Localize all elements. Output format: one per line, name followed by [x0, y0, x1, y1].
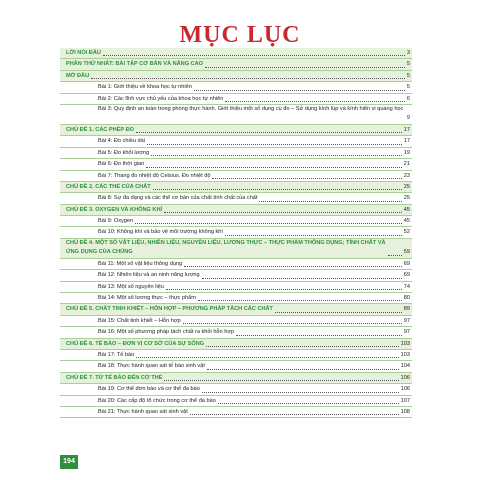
toc-entry-title: Bài 16: Một số phương pháp tách chất ra khỏi hỗn hợp — [98, 329, 235, 336]
toc-chapter-entry — [60, 373, 412, 384]
toc-entry-title: Bài 18: Thực hành quan sát tế bào sinh vật — [98, 363, 205, 370]
toc-leader-dots — [136, 132, 402, 133]
toc-leader-dots — [136, 357, 398, 358]
toc-lesson-entry — [60, 94, 412, 105]
page-title: MỤC LỤC — [179, 22, 301, 48]
toc-leader-dots — [153, 189, 402, 190]
toc-entry-page: 25 — [403, 183, 410, 190]
toc-entry-title: Bài 20: Các cấp độ tổ chức trong cơ thể đa bào — [98, 397, 216, 404]
toc-leader-dots — [135, 223, 402, 224]
toc-entry-title: Bài 6: Đo thời gian — [98, 161, 145, 168]
toc-lesson-entry — [60, 316, 412, 327]
toc-lesson-entry — [60, 259, 412, 270]
toc-leader-dots — [103, 55, 405, 56]
toc-leader-dots — [205, 67, 405, 68]
toc-entry-page: 69 — [403, 260, 410, 267]
toc-leader-dots — [202, 278, 402, 279]
toc-entry-page: 5 — [406, 84, 410, 91]
toc-entry-title: Bài 19: Cơ thể đơn bào và cơ thể đa bào — [98, 386, 200, 393]
toc-entry-page: 97 — [403, 317, 410, 324]
toc-chapter-entry — [60, 239, 412, 259]
page-number: 194 — [60, 455, 78, 469]
toc-leader-dots — [207, 369, 399, 370]
toc-entry-title: CHỦ ĐỀ 1. CÁC PHÉP ĐO — [66, 126, 134, 133]
toc-lesson-entry — [60, 82, 412, 93]
toc-entry-page: 45 — [403, 218, 410, 225]
toc-entry-title: CHỦ ĐỀ 3. OXYGEN VÀ KHÔNG KHÍ — [66, 206, 163, 213]
toc-leader-dots — [198, 300, 402, 301]
toc-leader-dots — [164, 212, 402, 213]
toc-entry-title: Bài 13: Một số nguyên liệu — [98, 283, 164, 290]
toc-entry-page: 5 — [406, 72, 410, 79]
toc-entry-title: Bài 8: Sự đa dạng và các thể cơ bản của chất tính chất của chất — [98, 195, 258, 202]
toc-lesson-entry — [60, 193, 412, 204]
toc-entry-page: 5 — [406, 61, 410, 68]
toc-lesson-entry — [60, 327, 412, 338]
toc-entry-page: 103 — [400, 340, 410, 347]
toc-entry-title: Bài 4: Đo chiều dài — [98, 138, 145, 145]
toc-leader-dots — [259, 201, 401, 202]
toc-leader-dots — [190, 414, 399, 415]
toc-entry-title: CHỦ ĐỀ 2. CÁC THỂ CỦA CHẤT — [66, 183, 151, 190]
toc-lesson-entry — [60, 396, 412, 407]
toc-entry-page: 21 — [403, 161, 410, 168]
toc-entry-title: Bài 14: Một số lương thực – thực phẩm — [98, 295, 196, 302]
toc-entry-title: Bài 21: Thực hành quan sát sinh vật — [98, 408, 188, 415]
toc-chapter-entry — [60, 205, 412, 216]
toc-entry-title: Bài 2: Các lĩnh vực chủ yếu của khoa học tự nhiên — [98, 95, 224, 102]
toc-entry-page: 23 — [403, 172, 410, 179]
toc-entry-page: 59 — [403, 248, 410, 255]
toc-chapter-entry — [60, 125, 412, 136]
toc-leader-dots — [183, 323, 402, 324]
toc-entry-title: LỜI NÓI ĐẦU — [66, 50, 101, 56]
toc-entry-page: 17 — [403, 138, 410, 145]
toc-lesson-entry — [60, 361, 412, 372]
toc-leader-dots — [184, 266, 402, 267]
toc-entry-page: 69 — [403, 272, 410, 279]
toc-entry-page: 107 — [400, 397, 410, 404]
toc-lesson-entry — [60, 159, 412, 170]
toc-leader-dots — [225, 101, 405, 102]
toc-leader-dots — [236, 335, 402, 336]
toc-lesson-entry — [60, 293, 412, 304]
toc-leader-dots — [275, 312, 402, 313]
toc-entry-page: 19 — [403, 149, 410, 156]
toc-entry-page: 106 — [400, 386, 410, 393]
toc-entry-page: 80 — [403, 295, 410, 302]
toc-entry-page: 45 — [403, 206, 410, 213]
toc-lesson-entry — [60, 148, 412, 159]
toc-entry-page: 9 — [406, 114, 410, 121]
toc-entry-title: Bài 3: Quy định an toàn trong phòng thực hành. Giới thiệu một số dụng cụ đo – Sử dụng kính lúp và kính hiển vi quang học — [98, 105, 404, 112]
toc-leader-dots — [202, 392, 399, 393]
toc-leader-dots — [146, 167, 401, 168]
toc-leader-dots — [206, 346, 399, 347]
toc-entry-title: Bài 17: Tế bào — [98, 351, 135, 358]
toc-lesson-entry — [60, 282, 412, 293]
toc-entry-title: CHỦ ĐỀ 5. CHẤT TINH KHIẾT – HỖN HỢP – PHƯƠNG PHÁP TÁCH CÁC CHẤT — [66, 306, 273, 313]
toc-leader-dots — [388, 255, 402, 256]
toc-entry-page: 104 — [400, 363, 410, 370]
toc-leader-dots — [194, 90, 405, 91]
toc-entry-title: Bài 12: Nhiên liệu và an ninh năng lượng — [98, 272, 200, 279]
toc-leader-dots — [147, 144, 402, 145]
toc-chapter-entry — [60, 71, 412, 82]
toc-entry-page: 89 — [403, 306, 410, 313]
toc-entry-title: Bài 15: Chất tinh khiết – Hỗn hợp — [98, 317, 181, 324]
toc-entry-page: 108 — [400, 408, 410, 415]
toc-entry-page: 106 — [400, 374, 410, 381]
toc-lesson-entry — [60, 171, 412, 182]
toc-lesson-entry — [60, 384, 412, 395]
toc-entry-page: 6 — [406, 95, 410, 102]
table-of-contents — [60, 48, 412, 418]
toc-chapter-entry — [60, 48, 412, 59]
toc-lesson-entry — [60, 350, 412, 361]
toc-leader-dots — [151, 155, 402, 156]
toc-lesson-entry — [60, 407, 412, 418]
toc-chapter-entry — [60, 59, 412, 70]
toc-entry-title: Bài 7: Thang đo nhiệt độ Celsius. Đo nhiệt độ — [98, 172, 211, 179]
toc-chapter-entry — [60, 339, 412, 350]
toc-lesson-entry — [60, 136, 412, 147]
toc-entry-title: PHẦN THỨ NHẤT: BÀI TẬP CƠ BẢN VÀ NÂNG CAO — [66, 61, 204, 68]
toc-entry-title: Bài 9: Oxygen — [98, 218, 134, 225]
toc-entry-title: CHỦ ĐỀ 4. MỘT SỐ VẬT LIỆU, NHIÊN LIỆU, NGUYÊN LIỆU, LƯƠNG THỰC – THỰC PHẨM THÔNG DỤNG; TÍNH CHẤT VÀ ỨNG DỤNG CỦA CHÚNG — [66, 239, 386, 255]
toc-entry-page: 52 — [403, 229, 410, 236]
toc-leader-dots — [164, 380, 398, 381]
toc-lesson-entry — [60, 270, 412, 281]
toc-entry-page: 74 — [403, 283, 410, 290]
toc-entry-page: 103 — [400, 351, 410, 358]
toc-leader-dots — [212, 178, 401, 179]
toc-entry-title: MỞ ĐẦU — [66, 72, 90, 79]
toc-entry-title: CHỦ ĐỀ 7. TỪ TẾ BÀO ĐẾN CƠ THỂ — [66, 374, 163, 381]
toc-leader-dots — [166, 289, 402, 290]
toc-chapter-entry — [60, 182, 412, 193]
toc-entry-title: Bài 10: Không khí và bảo vệ môi trường không khí — [98, 229, 223, 236]
toc-leader-dots — [225, 235, 402, 236]
toc-entry-title: Bài 11: Một số vật liệu thông dụng — [98, 260, 183, 267]
toc-entry-page: 17 — [403, 126, 410, 133]
toc-leader-dots — [91, 78, 405, 79]
toc-entry-title: Bài 5: Đo khối lượng — [98, 149, 150, 156]
toc-chapter-entry — [60, 304, 412, 315]
toc-entry-title: CHỦ ĐỀ 6. TẾ BÀO – ĐƠN VỊ CƠ SỞ CỦA SỰ SỐNG — [66, 340, 205, 347]
toc-lesson-entry — [60, 105, 412, 125]
toc-entry-title: Bài 1: Giới thiệu về khoa học tự nhiên — [98, 84, 192, 91]
toc-leader-dots — [218, 403, 399, 404]
toc-entry-page: 97 — [403, 329, 410, 336]
toc-entry-page: 3 — [406, 50, 410, 56]
toc-lesson-entry — [60, 227, 412, 238]
toc-entry-page: 25 — [403, 195, 410, 202]
toc-lesson-entry — [60, 216, 412, 227]
